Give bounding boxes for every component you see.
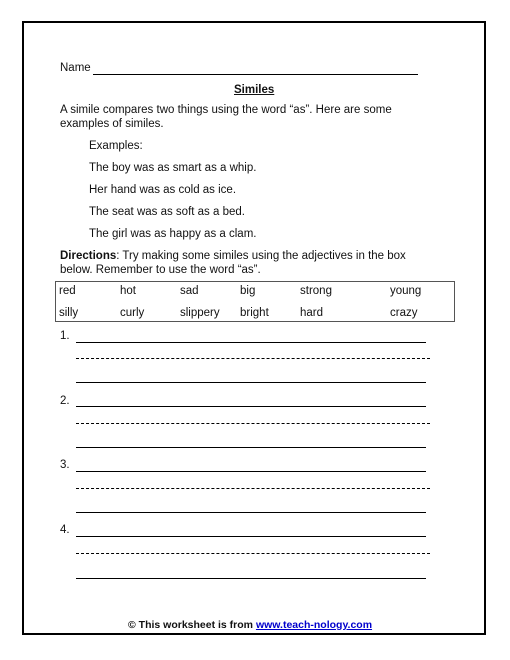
adjective: big	[240, 285, 256, 297]
answer-2-line-top[interactable]	[76, 406, 426, 407]
intro-line-2: examples of similes.	[60, 118, 164, 130]
footer-link[interactable]: www.teach-nology.com	[255, 619, 373, 631]
example-1: The boy was as smart as a whip.	[89, 162, 257, 174]
adjective: hot	[120, 285, 136, 297]
example-4: The girl was as happy as a clam.	[89, 228, 257, 240]
adjective: sad	[180, 285, 199, 297]
answer-3-line-bottom[interactable]	[76, 512, 426, 513]
answer-2-line-mid[interactable]	[76, 423, 430, 424]
answer-1-line-bottom[interactable]	[76, 382, 426, 383]
adjective: curly	[120, 307, 145, 319]
answer-number-4: 4.	[60, 524, 70, 536]
answer-3-line-top[interactable]	[76, 471, 426, 472]
adjective: silly	[59, 307, 79, 319]
answer-4-line-top[interactable]	[76, 536, 426, 537]
adjective-box	[55, 281, 455, 322]
footer-text: © This worksheet is from	[128, 619, 256, 631]
answer-2-line-bottom[interactable]	[76, 447, 426, 448]
adjective: strong	[300, 285, 332, 297]
adjective: hard	[300, 307, 324, 319]
examples-label: Examples:	[89, 140, 143, 152]
name-input-line[interactable]	[93, 74, 418, 75]
answer-3-line-mid[interactable]	[76, 488, 430, 489]
answer-number-2: 2.	[60, 395, 70, 407]
page-title: Similes	[234, 84, 275, 96]
footer	[128, 619, 372, 631]
answer-number-1: 1.	[60, 330, 70, 342]
answer-1-line-top[interactable]	[76, 342, 426, 343]
example-2: Her hand was as cold as ice.	[89, 184, 237, 196]
answer-1-line-mid[interactable]	[76, 358, 430, 359]
adjective: slippery	[180, 307, 220, 319]
answer-number-3: 3.	[60, 459, 70, 471]
adjective: bright	[240, 307, 269, 319]
adjective: red	[59, 285, 76, 297]
adjective: crazy	[390, 307, 418, 319]
directions-label: Directions	[60, 250, 117, 262]
example-3: The seat was as soft as a bed.	[89, 206, 245, 218]
directions-line-2: below. Remember to use the word “as”.	[60, 264, 261, 276]
directions-text: : Try making some similes using the adjectives in the box	[116, 250, 406, 262]
answer-4-line-mid[interactable]	[76, 553, 430, 554]
name-label: Name	[60, 62, 91, 74]
intro-line-1: A simile compares two things using the word “as”. Here are some	[60, 104, 392, 116]
directions-line-1	[60, 250, 406, 262]
adjective: young	[390, 285, 422, 297]
answer-4-line-bottom[interactable]	[76, 578, 426, 579]
